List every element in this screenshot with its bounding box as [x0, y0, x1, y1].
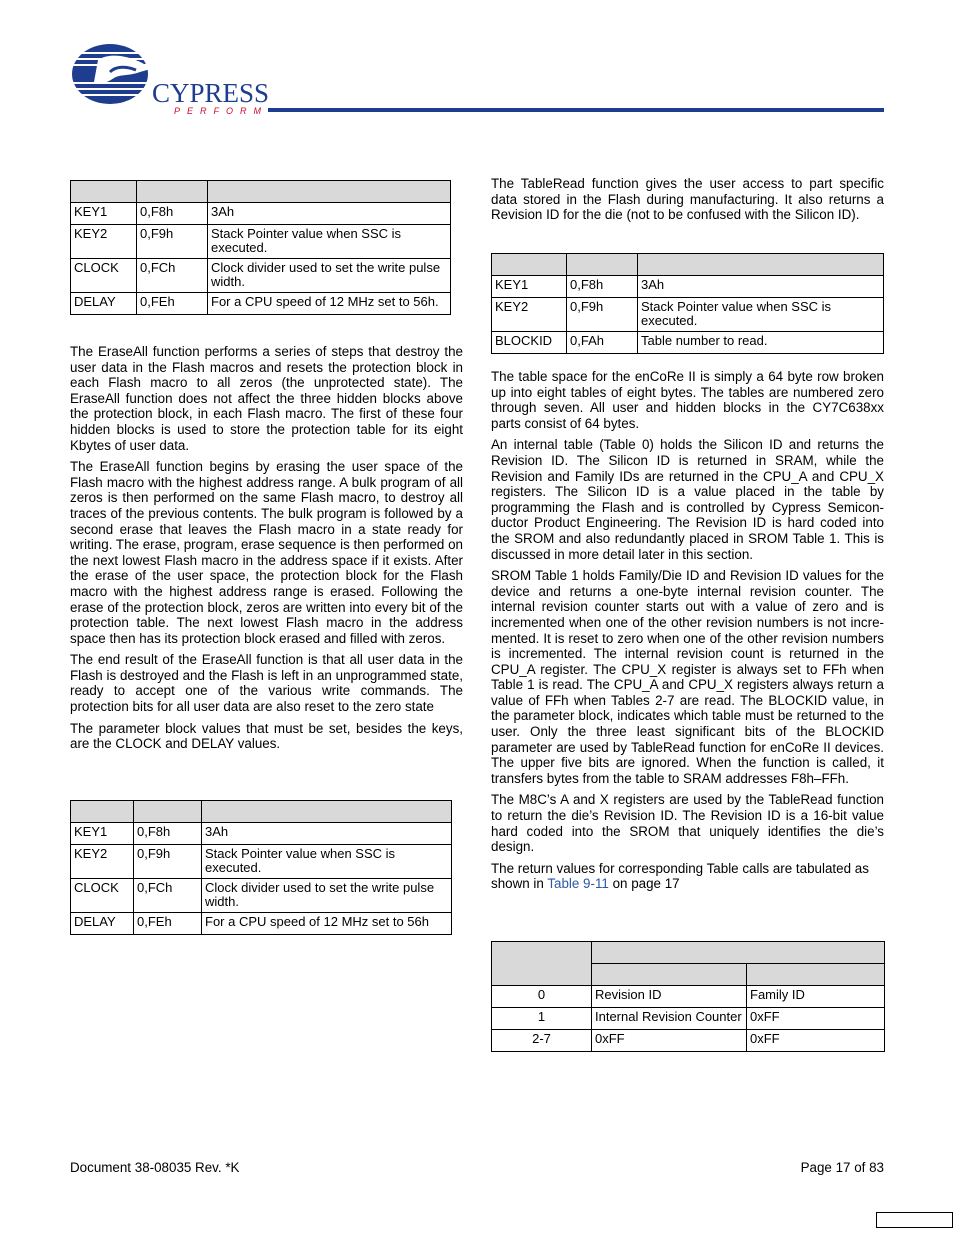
table-row — [71, 845, 452, 879]
logo-tagline-text: PERFORM — [174, 106, 268, 116]
table-cell: 3Ah — [638, 276, 884, 298]
table-cell: For a CPU speed of 12 MHz set to 56h — [202, 913, 452, 935]
table-cell: Table number to read. — [638, 332, 884, 354]
table-cell: CLOCK — [71, 259, 137, 293]
table-cell: KEY1 — [71, 823, 134, 845]
table-cell: 0,F9h — [567, 298, 638, 332]
table-b-header-cell — [134, 801, 202, 823]
logo-brand-text: CYPRESS — [152, 78, 270, 108]
table-row — [71, 203, 451, 225]
table-cell: 0,FCh — [137, 259, 208, 293]
table-cell: CLOCK — [71, 879, 134, 913]
erase-all-paragraph-3: The end result of the EraseAll function is that all user data in the Flash is destroyed and the Flash is left in an unprogrammed state, ready to accept one of the various write commands. The protection bits for all user data are also reset to the zero state — [70, 652, 463, 715]
table-read-paragraph-3: SROM Table 1 holds Family/Die ID and Revision ID values for the device and returns a one-byte internal revision counter. The internal revision counter starts out with a value of zero and is incremented when one of the other revision numbers is not incre-mented. It is reset to zero when one of the other revision numbers is incremented. The internal revision count is returned in the CPU_A register. The CPU_X register is always set to FFh when Table 1 is read. The CPU_A and CPU_X registers always return a value of FFh when Tables 2-7 are read. The BLOCKID value, in the parameter block, indicates which table must be returned to the user. Only the three least significant bits of the BLOCKID parameter are used by TableRead function for enCoRe II devices. The upper five bits are ignored. When the function is called, it transfers bytes from the table to SRAM addresses F8h–FFh. — [491, 568, 884, 786]
table-c-header-cell — [492, 254, 567, 276]
table-cell: Family ID — [747, 986, 885, 1008]
table-cell: 3Ah — [208, 203, 451, 225]
table-d-header-cell — [592, 942, 885, 964]
table-row — [492, 276, 884, 298]
table-cell: 0,F9h — [134, 845, 202, 879]
table-cell: KEY1 — [492, 276, 567, 298]
table-cell: Internal Revision Counter — [592, 1008, 747, 1030]
table-cell: KEY2 — [71, 845, 134, 879]
table-read-paragraph-2: An internal table (Table 0) holds the Silicon ID and returns the Revision ID. The Silicon ID is returned in SRAM, while the Revision and Family IDs are returned in the CPU_A and CPU_X registers. The Silicon ID is a value placed in the table by programming the Flash and is controlled by Cypress Semicon-ductor Product Engineering. The Revision ID is hard coded into the SROM and also redundantly placed in SROM Table 1. This is discussed in more detail later in this section. — [491, 437, 884, 562]
table-row — [492, 1008, 885, 1030]
table-a-header — [71, 181, 451, 203]
table-cell: 0xFF — [592, 1030, 747, 1052]
table-d — [491, 941, 885, 1052]
paragraph-text: The return values for corresponding Table calls are tabulated as shown in — [491, 860, 869, 892]
footer-page-number: Page 17 of 83 — [800, 1160, 884, 1175]
table-d-header-row-1 — [492, 942, 885, 964]
table-row — [492, 1030, 885, 1052]
table-cell: For a CPU speed of 12 MHz set to 56h. — [208, 293, 451, 315]
table-read-intro — [491, 176, 884, 229]
paragraph-text: on page 17 — [608, 876, 680, 892]
table-row — [71, 293, 451, 315]
table-row — [71, 913, 452, 935]
table-row — [71, 879, 452, 913]
table-read-paragraph-5 — [491, 861, 884, 892]
table-cell: Clock divider used to set the write pulse width. — [202, 879, 452, 913]
table-cell: 0,F8h — [137, 203, 208, 225]
table-b-header — [71, 801, 452, 823]
table-read-paragraph-1: The table space for the enCoRe II is simply a 64 byte row broken up into eight tables of eight bytes. The tables are numbered zero through seven. All user and hidden blocks in the CY7C638xx parts consist of 64 bytes. — [491, 369, 884, 431]
table-c-header-cell — [638, 254, 884, 276]
table-cell: BLOCKID — [492, 332, 567, 354]
table-cell: 0,F9h — [137, 225, 208, 259]
table-cell: Clock divider used to set the write pulse width. — [208, 259, 451, 293]
table-row — [492, 332, 884, 354]
table-cell: 3Ah — [202, 823, 452, 845]
table-cell: DELAY — [71, 293, 137, 315]
table-cell: 0,FAh — [567, 332, 638, 354]
table-cell: 0,F8h — [567, 276, 638, 298]
table-b-header-cell — [71, 801, 134, 823]
footer-document-number: Document 38-08035 Rev. *K — [70, 1160, 240, 1175]
erase-all-paragraph-2: The EraseAll function begins by erasing the user space of the Flash macro with the highest address range. A bulk program of all zeros is then performed on the same Flash macro, to destroy all traces of the previous contents. The bulk program is followed by a second erase that leaves the Flash macro in a state ready for writing. The erase, program, erase sequence is then performed on the next lowest Flash macro in the address space if it exists. After the erase of the user space, the protection block for the Flash macro with the highest address range is erased. Following the erase of the protection block, zeros are written into every bit of the protection table. The next lowest Flash macro in the address space then has its protection block erased and filled with zeros. — [70, 459, 463, 646]
table-read-section — [491, 369, 884, 898]
table-cell: DELAY — [71, 913, 134, 935]
table-read-intro-paragraph: The TableRead function gives the user access to part specific data stored in the Flash during manufacturing. It also returns a Revision ID for the die (not to be confused with the Silicon ID). — [491, 176, 884, 223]
table-d-header-cell — [492, 942, 592, 986]
table-cell: 0,FEh — [134, 913, 202, 935]
table-a — [70, 180, 451, 315]
table-cell: 2-7 — [492, 1030, 592, 1052]
erase-all-section — [70, 344, 463, 758]
table-cell: KEY2 — [71, 225, 137, 259]
erase-all-paragraph-1: The EraseAll function performs a series of steps that destroy the user data in the Flash macros and resets the protection block in each Flash macro to all zeros (the unprotected state). The EraseAll function does not affect the three hidden blocks above the protection block, in each Flash macro. The first of these four hidden blocks is used to store the protection table for its eight Kbytes of user data. — [70, 344, 463, 453]
table-a-header-cell — [208, 181, 451, 203]
table-cell: 0 — [492, 986, 592, 1008]
cypress-logo — [70, 42, 270, 118]
erase-all-paragraph-4: The parameter block values that must be set, besides the keys, are the CLOCK and DELAY values. — [70, 720, 463, 752]
table-row — [492, 298, 884, 332]
table-b — [70, 800, 452, 935]
table-row — [71, 225, 451, 259]
footer-box — [876, 1212, 953, 1228]
table-cell: 1 — [492, 1008, 592, 1030]
table-9-11-link[interactable]: Table 9-11 — [547, 876, 609, 892]
table-row — [71, 823, 452, 845]
table-c — [491, 253, 884, 354]
table-cell: KEY2 — [492, 298, 567, 332]
table-c-header-cell — [567, 254, 638, 276]
table-a-header-cell — [137, 181, 208, 203]
table-cell: 0xFF — [747, 1030, 885, 1052]
table-cell: Revision ID — [592, 986, 747, 1008]
table-read-paragraph-4: The M8C’s A and X registers are used by the TableRead function to return the die’s Revision ID. The Revision ID is a 16-bit value hard coded into the SROM that uniquely identifies the die’s design. — [491, 792, 884, 855]
table-b-header-cell — [202, 801, 452, 823]
table-cell: 0xFF — [747, 1008, 885, 1030]
table-c-header — [492, 254, 884, 276]
table-cell: KEY1 — [71, 203, 137, 225]
table-row — [492, 986, 885, 1008]
table-cell: Stack Pointer value when SSC is executed. — [202, 845, 452, 879]
table-row — [71, 259, 451, 293]
table-cell: 0,F8h — [134, 823, 202, 845]
table-cell: Stack Pointer value when SSC is executed. — [208, 225, 451, 259]
table-cell: Stack Pointer value when SSC is executed. — [638, 298, 884, 332]
table-cell: 0,FEh — [137, 293, 208, 315]
table-a-header-cell — [71, 181, 137, 203]
table-cell: 0,FCh — [134, 879, 202, 913]
header-rule — [268, 108, 884, 112]
table-d-header-cell — [747, 964, 885, 986]
table-d-header-cell — [592, 964, 747, 986]
